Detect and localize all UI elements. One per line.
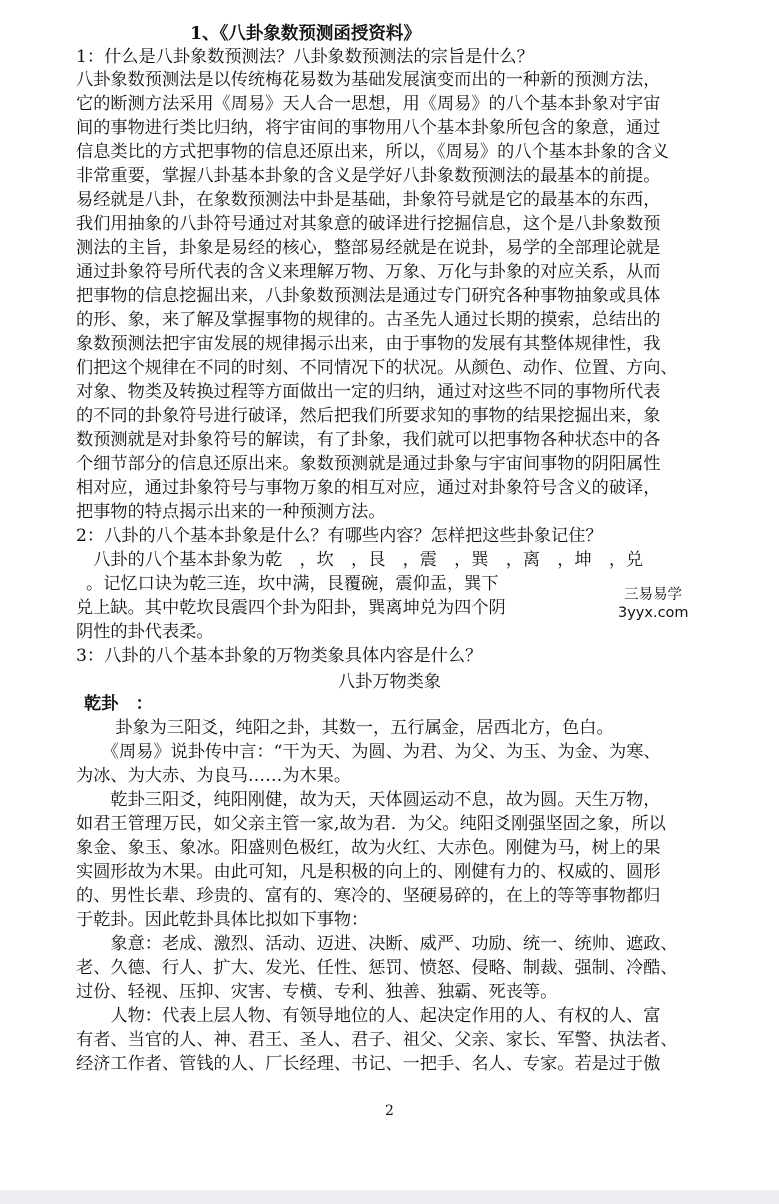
watermark-text: 三易易学	[624, 587, 682, 603]
text-line: 通过卦象符号所代表的含义来理解万物、万象、万化与卦象的对应关系，从而	[76, 262, 661, 282]
text-line: 阴性的卦代表柔。	[76, 622, 214, 642]
document-title: 1、《八卦象数预测函授资料》	[190, 24, 421, 44]
text-line: 的不同的卦象符号进行破译，然后把我们所要求知的事物的结果挖掘出来，象	[76, 406, 661, 426]
text-line: 间的事物进行类比归纳，将宇宙间的事物用八个基本卦象所包含的象意，通过	[76, 118, 661, 138]
text-line: 。记忆口诀为乾三连，坎中满，艮覆碗，震仰盂，巽下	[86, 574, 499, 594]
watermark-box	[530, 578, 689, 634]
text-line: 经济工作者、管钱的人、厂长经理、书记、一把手、名人、专家。若是过于傲	[76, 1054, 661, 1074]
text-line: 它的断测方法采用《周易》天人合一思想，用《周易》的八个基本卦象对宇宙	[76, 94, 661, 114]
text-line: 老、久德、行人、扩大、发光、任性、惩罚、愤怒、侵略、制裁、强制、冷酷、	[76, 958, 678, 978]
text-line: 对象、物类及转换过程等方面做出一定的归纳，通过对这些不同的事物所代表	[76, 382, 661, 402]
watermark-url: 3yyx.com	[618, 605, 689, 621]
text-line: 把事物的特点揭示出来的一种预测方法。	[76, 502, 386, 522]
text-line: 卦象为三阳爻，纯阳之卦，其数一，五行属金，居西北方，色白。	[98, 718, 614, 738]
page-number: 2	[385, 1103, 394, 1119]
text-line: 象意：老成、激烈、活动、迈进、决断、威严、功励、统一、统帅、遮政、	[76, 934, 678, 954]
text-line: 过份、轻视、压抑、灾害、专横、专利、独善、独霸、死丧等。	[76, 982, 558, 1002]
text-line: 象数预测法把宇宙发展的规律揭示出来，由于事物的发展有其整体规律性，我	[76, 334, 661, 354]
qian-heading: 乾卦 ：	[84, 694, 153, 714]
text-line: 乾卦三阳爻，纯阳刚健，故为天，天体圆运动不息，故为圆。天生万物，	[76, 790, 661, 810]
text-line: 有者、当官的人、神、君王、圣人、君子、祖父、父亲、家长、军警、执法者、	[76, 1030, 678, 1050]
text-line: 实圆形故为木果。由此可知，凡是积极的向上的、刚健有力的、权威的、圆形	[76, 862, 661, 882]
text-line: 人物：代表上层人物、有领导地位的人、起决定作用的人、有权的人、富	[76, 1006, 661, 1026]
text-line: 如君王管理万民，如父亲主管一家,故为君．为父。纯阳爻刚强坚固之象，所以	[76, 814, 666, 834]
text-line: 非常重要，掌握八卦基本卦象的含义是学好八卦象数预测法的最基本的前提。	[76, 166, 661, 186]
text-line: 我们用抽象的八卦符号通过对其象意的破译进行挖掘信息，这个是八卦象数预	[76, 214, 661, 234]
text-line: 兑上缺。其中乾坎艮震四个卦为阳卦，巽离坤兑为四个阴	[76, 598, 506, 618]
text-line: 的、男性长辈、珍贵的、富有的、寒冷的、坚硬易碎的，在上的等等事物都归	[76, 886, 661, 906]
text-line: 测法的主旨，卦象是易经的核心，整部易经就是在说卦，易学的全部理论就是	[76, 238, 661, 258]
text-line: 们把这个规律在不同的时刻、不同情况下的状况。从颜色、动作、位置、方向、	[76, 358, 678, 378]
question-2: 2：八卦的八个基本卦象是什么？有哪些内容？怎样把这些卦象记住？	[76, 526, 603, 546]
question-3: 3：八卦的八个基本卦象的万物类象具体内容是什么？	[76, 646, 483, 666]
text-line: 数预测就是对卦象符号的解读，有了卦象，我们就可以把事物各种状态中的各	[76, 430, 661, 450]
text-line: 象金、象玉、象冰。阳盛则色极红，故为火红、大赤色。刚健为马，树上的果	[76, 838, 661, 858]
section-heading: 八卦万物类象	[337, 672, 442, 692]
text-line: 为冰、为大赤、为良马……为木果。	[76, 766, 352, 786]
text-line: 把事物的信息挖掘出来，八卦象数预测法是通过专门研究各种事物抽象或具体	[76, 286, 661, 306]
text-line: 八卦象数预测法是以传统梅花易数为基础发展演变而出的一种新的预测方法，	[76, 70, 661, 90]
text-line: 《周易》说卦传中言：“干为天、为圆、为君、为父、为玉、为金、为寒、	[76, 742, 661, 762]
text-line: 八卦的八个基本卦象为乾 ，坎 ，艮 ，震 ，巽 ，离 ，坤 ，兑	[76, 550, 644, 570]
text-line: 易经就是八卦，在象数预测法中卦是基础，卦象符号就是它的最基本的东西，	[76, 190, 661, 210]
text-line: 的形、象，来了解及掌握事物的规律的。古圣先人通过长期的摸索，总结出的	[76, 310, 661, 330]
text-line: 信息类比的方式把事物的信息还原出来，所以，《周易》的八个基本卦象的含义	[76, 142, 669, 162]
text-line: 相对应，通过卦象符号与事物万象的相互对应，通过对卦象符号含义的破译，	[76, 478, 661, 498]
question-1: 1：什么是八卦象数预测法？八卦象数预测法的宗旨是什么？	[76, 47, 534, 67]
text-line: 于乾卦。因此乾卦具体比拟如下事物：	[76, 910, 369, 930]
text-line: 个细节部分的信息还原出来。象数预测就是通过卦象与宇宙间事物的阴阳属性	[76, 454, 661, 474]
viewer-bottom-strip	[0, 1190, 779, 1204]
